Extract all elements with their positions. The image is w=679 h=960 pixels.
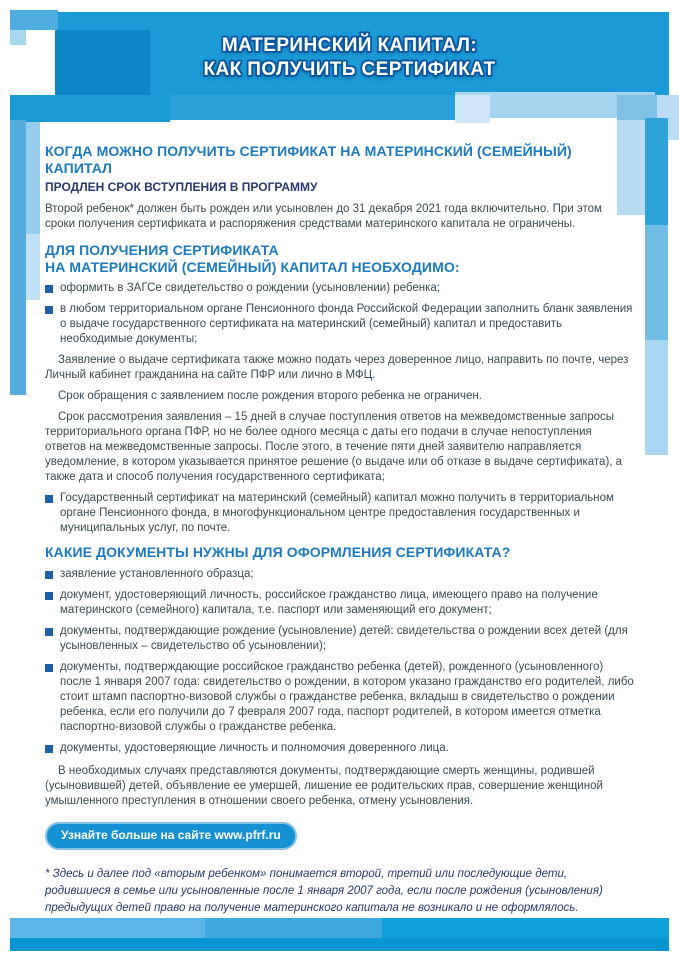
section2-heading (45, 242, 634, 275)
list-item-text: документы, подтверждающие российское гражданство ребенка (детей), рожденного (усыновленного) после 1 января 2007 года: свидетельство о рождении, в котором указано гражданство его родителей, либо стоит штамп паспортно-визовой службы о гражданстве ребенка, вкладыш в свидетельство о рождении ребенка, если его получили до 7 февраля 2007 года, паспорт родителей, в котором имеется отметка паспортно-визовой службы о гражданстве ребенка. (60, 660, 634, 733)
list-item-text: документ, удостоверяющий личность, российское гражданство лица, имеющего право на получение материнского (семейного) капитала, т.е. паспорт или заменяющий его документ; (60, 588, 598, 616)
footnote: * Здесь и далее под «вторым ребенком» понимается второй, третий или последующие дети, родившиеся в семье или усыновленные после 1 января 2007 года, если после рождения (усыновления) предыдущих детей право на получение материнского капитала не возникало и не оформлялось. (45, 867, 603, 914)
section1-subheading: ПРОДЛЕН СРОК ВСТУПЛЕНИЯ В ПРОГРАММУ (45, 180, 318, 194)
mosaic-block (645, 118, 668, 225)
list-item (45, 491, 634, 536)
section2-heading-line2: НА МАТЕРИНСКИЙ (СЕМЕЙНЫЙ) КАПИТАЛ НЕОБХОДИМО: (45, 258, 460, 275)
section1-paragraph: Второй ребенок* должен быть рожден или усыновлен до 31 декабря 2021 года включительно. При этом сроки получения сертификата и распоряжения средствами материнского капитала не ограничены. (45, 203, 602, 230)
bullet-square-icon (45, 571, 53, 579)
bullet-square-icon (45, 628, 53, 636)
section2-paragraph: Срок обращения с заявлением после рождения второго ребенка не ограничен. (58, 390, 482, 402)
page-title-line1: МАТЕРИНСКИЙ КАПИТАЛ: (221, 35, 478, 56)
mosaic-block (10, 938, 669, 951)
bullet-square-icon (45, 745, 53, 753)
mosaic-block (455, 95, 490, 123)
mosaic-block (205, 918, 382, 938)
list-item-text: заявление установленного образца; (60, 567, 254, 580)
mosaic-block (645, 340, 668, 455)
mosaic-block (645, 225, 668, 340)
learn-more-button[interactable]: Узнайте больше на сайте www.pfrf.ru (45, 822, 297, 850)
section2-paragraph: Заявление о выдаче сертификата также можно подать через доверенное лицо, направить по почте, через Личный кабинет гражданина на сайте ПФР или лично в МФЦ. (45, 354, 629, 381)
mosaic-block (26, 122, 40, 234)
bullet-square-icon (45, 495, 53, 503)
mosaic-block (170, 95, 455, 120)
list-item-text: в любом территориальном органе Пенсионного фонда Российской Федерации заполнить бланк заявления о выдаче государственного сертификата на материнский (семейный) капитал и предоставить необходимые документы; (60, 303, 633, 345)
list-item (45, 624, 634, 654)
mosaic-block (10, 918, 205, 938)
mosaic-block (10, 30, 26, 45)
section2-paragraph: Срок рассмотрения заявления – 15 дней в случае поступления ответов на межведомственные запросы территориального органа ПФР, но не более одного месяца с даты его подачи в случае непоступления ответов на межведомственные запросы. После этого, в течение пяти дней заявителю направляется уведомление, в котором указывается принятое решение (о выдаче или об отказе в выдаче сертификата), а также дата и способ получения государственного сертификата; (45, 411, 623, 483)
mosaic-block (10, 120, 26, 395)
list-item-text: документы, удостоверяющие личность и полномочия доверенного лица. (60, 741, 449, 754)
mosaic-block (10, 95, 170, 122)
page-title-line2: КАК ПОЛУЧИТЬ СЕРТИФИКАТ (203, 59, 496, 80)
bullet-square-icon (45, 664, 53, 672)
list-item (45, 281, 634, 296)
list-item (45, 302, 634, 347)
mosaic-block (26, 234, 40, 300)
list-item-text: документы, подтверждающие рождение (усыновление) детей: свидетельства о рождении всех детей (для усыновленных – свидетельство об усыновлении); (60, 624, 628, 652)
section3-heading: КАКИЕ ДОКУМЕНТЫ НУЖНЫ ДЛЯ ОФОРМЛЕНИЯ СЕРТИФИКАТА? (45, 544, 511, 560)
list-item (45, 741, 634, 756)
list-item-text: Государственный сертификат на материнский (семейный) капитал можно получить в территориальном органе Пенсионного фонда, в многофункциональном центре предоставления государственных и муниципальных услуг, по почте. (60, 492, 614, 534)
bullet-square-icon (45, 592, 53, 600)
mosaic-block (10, 10, 58, 30)
page-title (30, 34, 669, 82)
content-column (45, 143, 634, 917)
bullet-square-icon (45, 285, 53, 293)
list-item (45, 567, 634, 582)
section2-heading-line1: ДЛЯ ПОЛУЧЕНИЯ СЕРТИФИКАТА (45, 242, 279, 258)
section1-heading: КОГДА МОЖНО ПОЛУЧИТЬ СЕРТИФИКАТ НА МАТЕРИНСКИЙ (СЕМЕЙНЫЙ) КАПИТАЛ (45, 143, 572, 176)
list-item (45, 588, 634, 618)
bullet-square-icon (45, 306, 53, 314)
list-item-text: оформить в ЗАГСе свидетельство о рождении (усыновлении) ребенка; (60, 282, 440, 294)
section3-closing-paragraph: В необходимых случаях представляются документы, подтверждающие смерть женщины, родившей (усыновившей) детей, объявление ее умершей, лишение ее родительских прав, совершение женщиной умышленного преступления в отношении своего ребенка, отмену усыновления. (45, 764, 603, 807)
list-item (45, 660, 634, 735)
mosaic-block (382, 918, 669, 938)
